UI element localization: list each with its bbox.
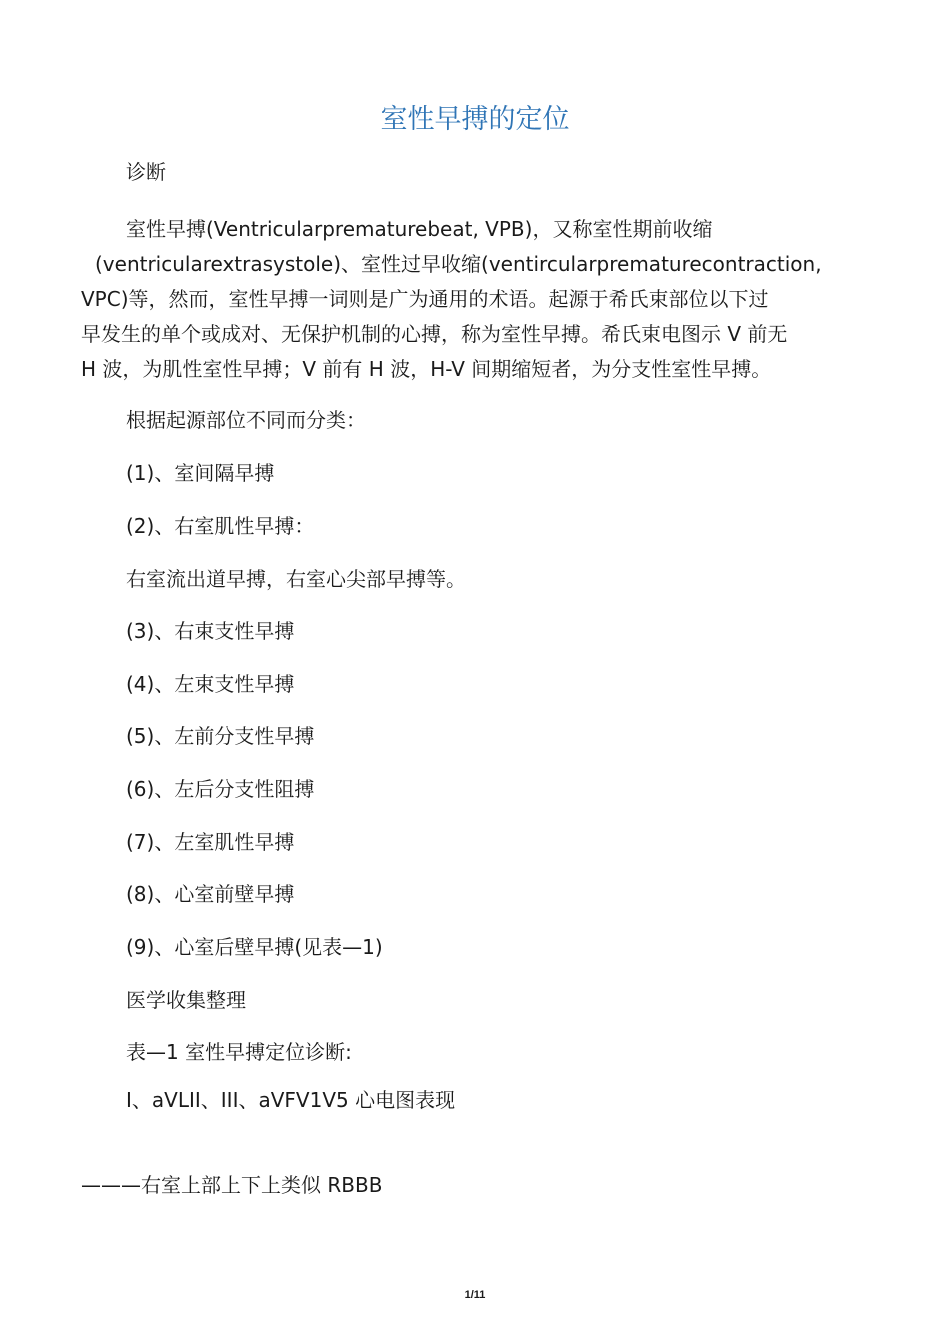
list-item: (8)、心室前壁早搏	[126, 882, 295, 906]
list-item: (9)、心室后壁早搏(见表—1)	[126, 935, 383, 959]
intro-paragraph	[81, 212, 871, 387]
table-header: I、aVLII、III、aVFV1V5 心电图表现	[126, 1088, 456, 1112]
paragraph-line: (ventricularextrasystole)、室性过早收缩(ventircularprematurecontraction,	[95, 252, 822, 276]
paragraph-line: 室性早搏(Ventricularprematurebeat, VPB)，又称室性期前收缩	[126, 217, 713, 241]
section-heading-diagnosis: 诊断	[126, 160, 166, 184]
table-row: ———右室上部上下上类似 RBBB	[81, 1173, 383, 1197]
table-caption: 表—1 室性早搏定位诊断:	[126, 1040, 352, 1064]
list-item: (2)、右室肌性早搏：	[126, 514, 315, 538]
list-item: (3)、右束支性早搏	[126, 619, 295, 643]
list-item: (7)、左室肌性早搏	[126, 830, 295, 854]
paragraph-line: VPC)等，然而，室性早搏一词则是广为通用的术语。起源于希氏束部位以下过	[81, 287, 769, 311]
page-number: 1/11	[464, 1289, 486, 1301]
page-title: 室性早搏的定位	[380, 104, 570, 135]
list-item: (1)、室间隔早搏	[126, 461, 275, 485]
list-item: (5)、左前分支性早搏	[126, 724, 315, 748]
classification-intro: 根据起源部位不同而分类：	[126, 408, 366, 432]
list-item: 右室流出道早搏，右室心尖部早搏等。	[126, 567, 466, 591]
paragraph-line: H 波，为肌性室性早搏；V 前有 H 波，H-V 间期缩短者，为分支性室性早搏。	[81, 357, 772, 381]
collection-note: 医学收集整理	[126, 988, 246, 1012]
list-item: (6)、左后分支性阻搏	[126, 777, 315, 801]
list-item: (4)、左束支性早搏	[126, 672, 295, 696]
paragraph-line: 早发生的单个或成对、无保护机制的心搏，称为室性早搏。希氏束电图示 V 前无	[81, 322, 788, 346]
